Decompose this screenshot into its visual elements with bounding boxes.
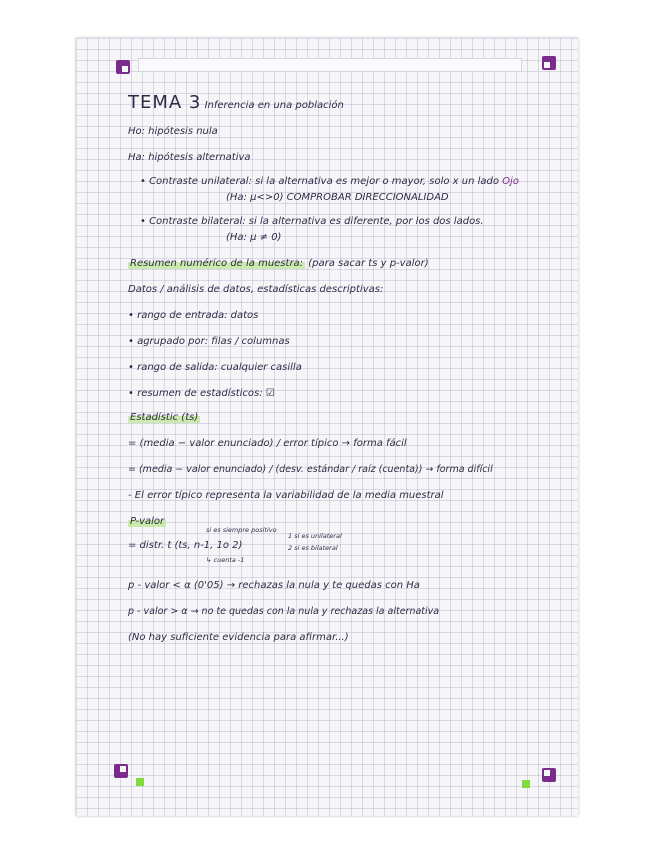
line-agrupado: • agrupado por: filas / columnas	[128, 336, 290, 347]
unilateral-tag: Ojo	[502, 176, 519, 187]
line-pvalor-menor: p - valor < α (0'05) → rechazas la nula y te quedas con Ha	[128, 580, 420, 591]
line-estadistico	[128, 412, 200, 423]
pvalor-highlight: P-valor	[130, 516, 165, 527]
line-unilateral	[140, 176, 519, 187]
line-resumen-estadisticos: • resumen de estadísticos: ☑	[128, 388, 275, 399]
line-unilateral-detail	[226, 192, 449, 203]
line-resumen	[128, 258, 429, 269]
estadistico-highlight: Estadístic (ts)	[130, 412, 199, 423]
line-pvalor-mayor: p - valor > α → no te quedas con la nula y rechazas la alternativa	[128, 606, 440, 617]
corner-marker-top-left	[116, 60, 130, 74]
line-error-tipico: - El error típico representa la variabilidad de la media muestral	[128, 490, 444, 501]
line-datos: Datos / análisis de datos, estadísticas descriptivas:	[128, 284, 384, 295]
page-title	[128, 92, 344, 113]
line-ha: Ha: hipótesis alternativa	[128, 152, 251, 163]
green-marker-bottom-left	[136, 778, 144, 786]
line-pvalor-heading	[128, 516, 166, 527]
unilateral-text: • Contraste unilateral: si la alternativa es mejor o mayor, solo x un lado	[140, 176, 499, 187]
distr-bracket-1: 1 si es unilateral	[288, 532, 342, 540]
unilateral-warning: COMPROBAR DIRECCIONALIDAD	[286, 192, 449, 203]
title-heading: TEMA 3	[128, 92, 202, 113]
line-rango-salida: • rango de salida: cualquier casilla	[128, 362, 302, 373]
line-conclusion: (No hay suficiente evidencia para afirmar...)	[128, 632, 349, 643]
resumen-rest: (para sacar ts y p-valor)	[308, 258, 429, 269]
line-ho: Ho: hipótesis nula	[128, 126, 218, 137]
distr-note-bottom: ↳ cuenta -1	[206, 556, 245, 564]
distr-bracket-2: 2 si es bilateral	[288, 544, 338, 552]
resumen-highlight: Resumen numérico de la muestra:	[130, 258, 304, 269]
title-subtitle: Inferencia en una población	[204, 100, 344, 111]
corner-marker-bottom-right	[542, 768, 556, 782]
line-rango-entrada: • rango de entrada: datos	[128, 310, 259, 321]
line-distr-formula: = distr. t (ts, n-1, 1o 2)	[128, 540, 243, 551]
corner-marker-bottom-left	[114, 764, 128, 778]
distr-note-top: si es siempre positivo	[206, 526, 277, 534]
line-bilateral: • Contraste bilateral: si la alternativa es diferente, por los dos lados.	[140, 216, 484, 227]
corner-marker-top-right	[542, 56, 556, 70]
header-field	[138, 58, 522, 72]
notebook-page	[76, 38, 578, 816]
line-formula-facil: = (media − valor enunciado) / error típico → forma fácil	[128, 438, 407, 449]
green-marker-bottom-right	[522, 780, 530, 788]
line-formula-dificil: = (media − valor enunciado) / (desv. estándar / raíz (cuenta)) → forma difícil	[128, 464, 493, 475]
unilateral-hypothesis: (Ha: μ<>0)	[226, 192, 284, 203]
line-bilateral-detail: (Ha: μ ≠ 0)	[226, 232, 282, 243]
